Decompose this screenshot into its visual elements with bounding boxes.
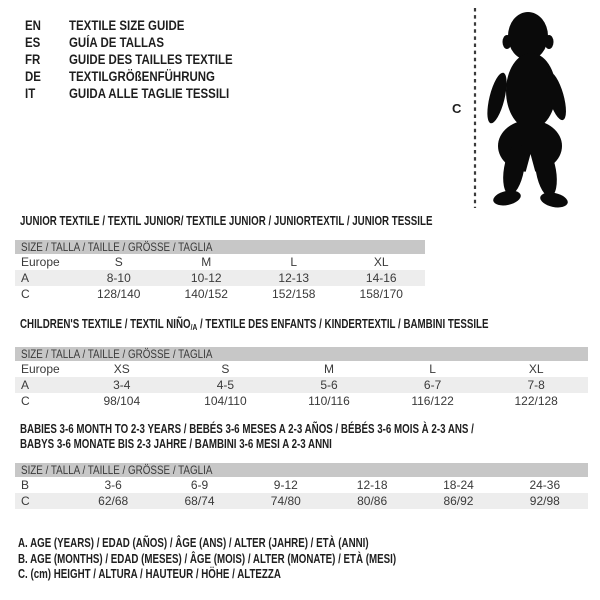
table-row-age: [15, 377, 588, 393]
row-label: C: [21, 494, 30, 508]
size-cell: 12-13: [278, 271, 310, 285]
height-measure-line: [473, 8, 477, 208]
table-header-bar: SIZE / TALLA / TAILLE / GRÖSSE / TAGLIA: [15, 240, 425, 254]
size-cell: XS: [113, 362, 130, 376]
size-cell: 10-12: [190, 271, 222, 285]
size-cell: 5-6: [320, 378, 338, 392]
size-cell: 14-16: [365, 271, 397, 285]
language-code: IT: [25, 86, 36, 101]
size-cell: M: [201, 255, 212, 269]
size-cell: 158/170: [359, 287, 403, 301]
size-cell: 110/116: [308, 394, 350, 408]
language-code: DE: [25, 69, 41, 84]
language-title-block: [25, 17, 262, 102]
language-guide-title: GUIDA ALLE TAGLIE TESSILI: [69, 86, 230, 101]
children-section-title: CHILDREN'S TEXTILE / TEXTIL $NIÑO_{/A}$ / TEXTILE DES ENFANTS / KINDERTEXTIL / BAMBINI TESSILE: [20, 317, 489, 332]
language-row-it: [25, 85, 262, 102]
size-cell: 122/128: [514, 394, 558, 408]
size-cell: 92/98: [529, 494, 560, 508]
junior-section-title: JUNIOR TEXTILE / TEXTIL JUNIOR/ TEXTILE JUNIOR / JUNIORTEXTIL / JUNIOR TESSILE: [20, 214, 433, 228]
babies-section-title: BABIES 3-6 MONTH TO 2-3 YEARS / BEBÉS 3-6 MESES A 2-3 AÑOS / BÉBÉS 3-6 MOIS À 2-3 ANS / BABYS 3-6 MONATE BIS 2-3 JAHRE / BAMBINI 3-6 MESI A 2-3 ANNI: [20, 422, 474, 451]
language-guide-title: TEXTILGRÖßENFÜHRUNG: [69, 69, 215, 84]
row-label: Europe: [21, 362, 60, 376]
row-label: C: [21, 287, 30, 301]
language-row-en: [25, 17, 262, 34]
title-subscript: /A: [190, 322, 198, 332]
table-row-europe: [15, 254, 425, 270]
size-cell: M: [323, 362, 334, 376]
language-code: EN: [25, 18, 41, 33]
size-cell: 80/86: [357, 494, 388, 508]
babies-size-table: [15, 463, 588, 509]
size-cell: 9-12: [273, 478, 298, 492]
legend-line-b: B. AGE (MONTHS) / EDAD (MESES) / ÂGE (MOIS) / ALTER (MONATE) / ETÀ (MESI): [18, 551, 397, 566]
table-row-height: [15, 286, 425, 302]
size-cell: 3-4: [113, 378, 131, 392]
language-guide-title: TEXTILE SIZE GUIDE: [69, 18, 185, 33]
row-label: B: [21, 478, 30, 492]
size-cell: 98/104: [103, 394, 141, 408]
table-header-bar: SIZE / TALLA / TAILLE / GRÖSSE / TAGLIA: [15, 347, 588, 361]
language-code: ES: [25, 35, 41, 50]
size-cell: 140/152: [184, 287, 228, 301]
table-row-europe: [15, 361, 588, 377]
size-cell: 18-24: [443, 478, 474, 492]
row-label: A: [21, 378, 30, 392]
row-label: Europe: [21, 255, 60, 269]
language-code: FR: [25, 52, 41, 67]
size-cell: 152/158: [272, 287, 316, 301]
size-cell: XL: [528, 362, 544, 376]
size-cell: XL: [373, 255, 389, 269]
size-cell: 6-7: [423, 378, 442, 392]
size-cell: 7-8: [527, 378, 545, 392]
row-label: C: [21, 394, 30, 408]
table-row-height: [15, 393, 588, 409]
size-cell: 104/110: [204, 394, 247, 408]
size-cell: 24-36: [529, 478, 561, 492]
language-row-es: [25, 34, 262, 51]
size-cell: 68/74: [184, 494, 215, 508]
size-cell: 4-5: [216, 378, 235, 392]
language-guide-title: GUIDE DES TAILLES TEXTILE: [69, 52, 233, 67]
language-row-fr: [25, 51, 262, 68]
language-row-de: [25, 68, 262, 85]
size-cell: S: [114, 255, 123, 269]
size-cell: 74/80: [270, 494, 301, 508]
table-header-bar: SIZE / TALLA / TAILLE / GRÖSSE / TAGLIA: [15, 463, 588, 477]
baby-silhouette: [484, 6, 576, 208]
size-cell: 128/140: [97, 287, 141, 301]
height-label-c: C: [452, 101, 462, 116]
table-row-height: [15, 493, 588, 509]
measure-legend: [18, 536, 503, 583]
table-row-months: [15, 477, 588, 493]
size-cell: L: [290, 255, 298, 269]
table-row-age: [15, 270, 425, 286]
junior-size-table: [15, 240, 425, 302]
size-cell: 62/68: [98, 494, 129, 508]
language-guide-title: GUÍA DE TALLAS: [69, 35, 164, 50]
size-cell: 86/92: [443, 494, 474, 508]
size-cell: L: [429, 362, 436, 376]
size-cell: 3-6: [104, 478, 122, 492]
legend-line-a: A. AGE (YEARS) / EDAD (AÑOS) / ÂGE (ANS) / ALTER (JAHRE) / ETÀ (ANNI): [18, 536, 369, 550]
size-cell: 8-10: [106, 271, 131, 285]
size-cell: 6-9: [190, 478, 209, 492]
legend-line-c: C. (cm) HEIGHT / ALTURA / HAUTEUR / HÖHE / ALTEZZA: [18, 567, 281, 582]
size-cell: 12-18: [356, 478, 388, 492]
children-size-table: [15, 347, 588, 409]
size-cell: S: [221, 362, 230, 376]
row-label: A: [21, 271, 30, 285]
size-cell: 116/122: [411, 394, 454, 408]
